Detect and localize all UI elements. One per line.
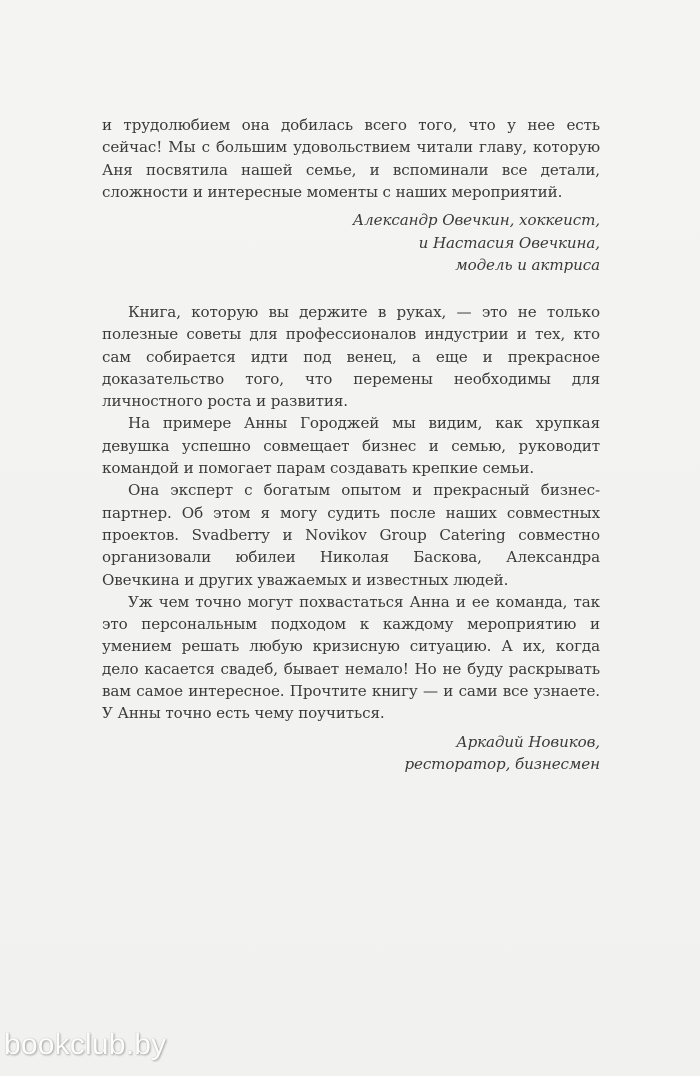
testimonial-paragraph: На примере Анны Городжей мы видим, как хрупкая девушка успешно совмещает бизнес и семью, руководит командой и помогает парам создавать крепкие семьи. <box>102 414 600 478</box>
testimonial-novikov <box>102 301 600 776</box>
signature-novikov <box>102 731 600 776</box>
signature-line: ресторатор, бизнесмен <box>404 755 600 774</box>
signature-line: Аркадий Новиков, <box>456 732 600 751</box>
testimonial-paragraph: и трудолюбием она добилась всего того, что у нее есть сейчас! Мы с большим удовольствием читали главу, которую Аня посвятила нашей семье, и вспоминали все детали, сложности и интересные моменты с наших мероприятий. <box>102 116 600 201</box>
testimonial-paragraph: Она эксперт с богатым опытом и прекрасный бизнес-партнер. Об этом я могу судить после наших совместных проектов. Svadberry и Novikov Group Catering совместно организовали юбилеи Николая Баскова, Александра Овечкина и других уважаемых и известных людей. <box>102 481 600 589</box>
testimonial-paragraph: Уж чем точно могут похвастаться Анна и ее команда, так это персональным подходом к каждому мероприятию и умением решать любую кризисную ситуацию. А их, когда дело касается свадеб, бывает немало! Но не буду раскрывать вам самое интересное. Прочтите книгу — и сами все узнаете. У Анны точно есть чему поучиться. <box>102 592 600 723</box>
signature-line: модель и актриса <box>455 256 600 275</box>
signature-line: Александр Овечкин, хоккеист, <box>352 211 600 230</box>
signature-ovechkin <box>102 209 600 277</box>
testimonial-paragraph: Книга, которую вы держите в руках, — это не только полезные советы для профессионалов индустрии и тех, кто сам собирается идти под венец, а еще и прекрасное доказательство того, что перемены необходимы для личностного роста и развития. <box>102 303 600 411</box>
signature-line: и Настасия Овечкина, <box>418 233 600 252</box>
testimonial-ovechkin <box>102 114 600 277</box>
watermark-text: bookclub.by <box>4 1028 167 1061</box>
